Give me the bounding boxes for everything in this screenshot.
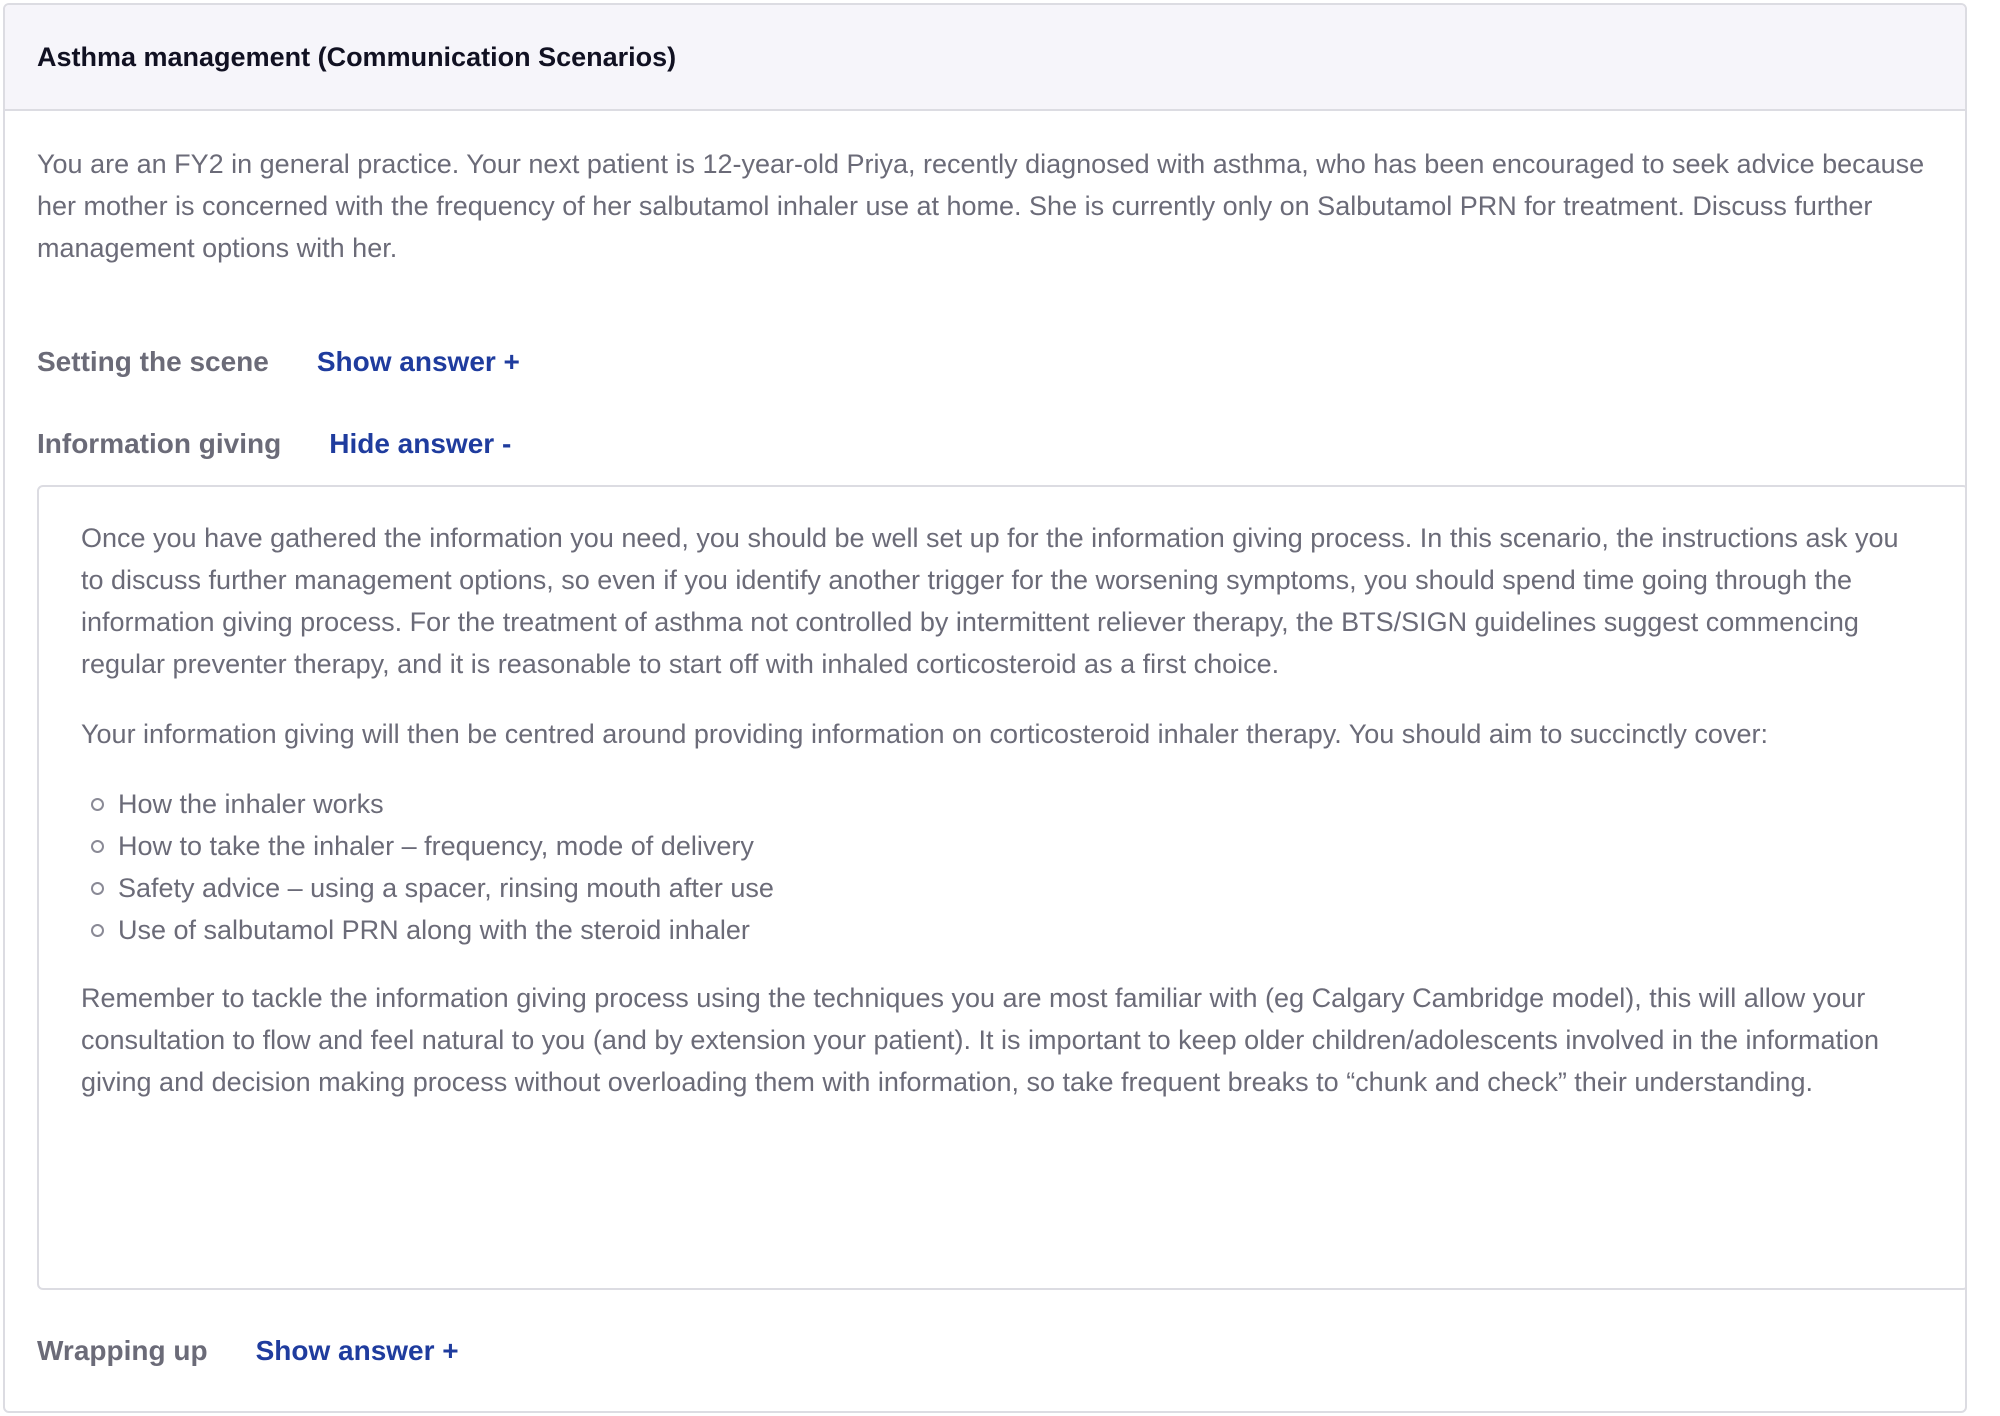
card-header bbox=[5, 5, 1965, 111]
list-item-text: Use of salbutamol PRN along with the steroid inhaler bbox=[118, 915, 750, 945]
answer-bullet-list bbox=[81, 783, 1925, 951]
answer-paragraph: Once you have gathered the information you need, you should be well set up for the information giving process. In this scenario, the instructions ask you to discuss further management options, so even if you identify another trigger for the worsening symptoms, you should spend time going through the information giving process. For the treatment of asthma not controlled by intermittent reliever therapy, the BTS/SIGN guidelines suggest commencing regular preventer therapy, and it is reasonable to start off with inhaled corticosteroid as a first choice. bbox=[81, 523, 1899, 679]
list-item-text: How the inhaler works bbox=[118, 789, 384, 819]
section-wrapping-up bbox=[37, 1330, 1933, 1372]
section-label-information-giving: Information giving bbox=[37, 428, 282, 459]
section-label-setting-the-scene: Setting the scene bbox=[37, 346, 269, 377]
circle-bullet-icon bbox=[91, 882, 104, 895]
answer-paragraph: Your information giving will then be centred around providing information on corticosteroid inhaler therapy. You should aim to succinctly cover: bbox=[81, 719, 1768, 749]
answer-panel-information-giving bbox=[37, 485, 1967, 1290]
list-item bbox=[81, 909, 1925, 951]
list-item bbox=[81, 825, 1925, 867]
show-answer-wrapping-up-link[interactable]: Show answer + bbox=[255, 1335, 459, 1366]
card-body bbox=[5, 111, 1965, 1372]
list-item-text: Safety advice – using a spacer, rinsing mouth after use bbox=[118, 873, 774, 903]
section-information-giving bbox=[37, 423, 1933, 465]
list-item bbox=[81, 783, 1925, 825]
hide-answer-information-giving-link[interactable]: Hide answer - bbox=[329, 428, 512, 459]
list-item-text: How to take the inhaler – frequency, mode of delivery bbox=[118, 831, 754, 861]
card-title: Asthma management (Communication Scenarios) bbox=[37, 41, 677, 72]
show-answer-setting-the-scene-link[interactable]: Show answer + bbox=[316, 346, 520, 377]
circle-bullet-icon bbox=[91, 840, 104, 853]
scenario-card bbox=[3, 3, 1967, 1413]
scenario-intro: You are an FY2 in general practice. Your next patient is 12-year-old Priya, recently diagnosed with asthma, who has been encouraged to seek advice because her mother is concerned with the frequency of her salbutamol inhaler use at home. She is currently only on Salbutamol PRN for treatment. Discuss further management options with her. bbox=[37, 149, 1925, 263]
answer-closing-paragraph: Remember to tackle the information giving process using the techniques you are most familiar with (eg Calgary Cambridge model), this will allow your consultation to flow and feel natural to you (and by extension your patient). It is important to keep older children/adolescents involved in the information giving and decision making process without overloading them with information, so take frequent breaks to “chunk and check” their understanding. bbox=[81, 983, 1880, 1097]
section-label-wrapping-up: Wrapping up bbox=[37, 1335, 208, 1366]
circle-bullet-icon bbox=[91, 798, 104, 811]
list-item bbox=[81, 867, 1925, 909]
section-setting-the-scene bbox=[37, 341, 1933, 383]
circle-bullet-icon bbox=[91, 924, 104, 937]
